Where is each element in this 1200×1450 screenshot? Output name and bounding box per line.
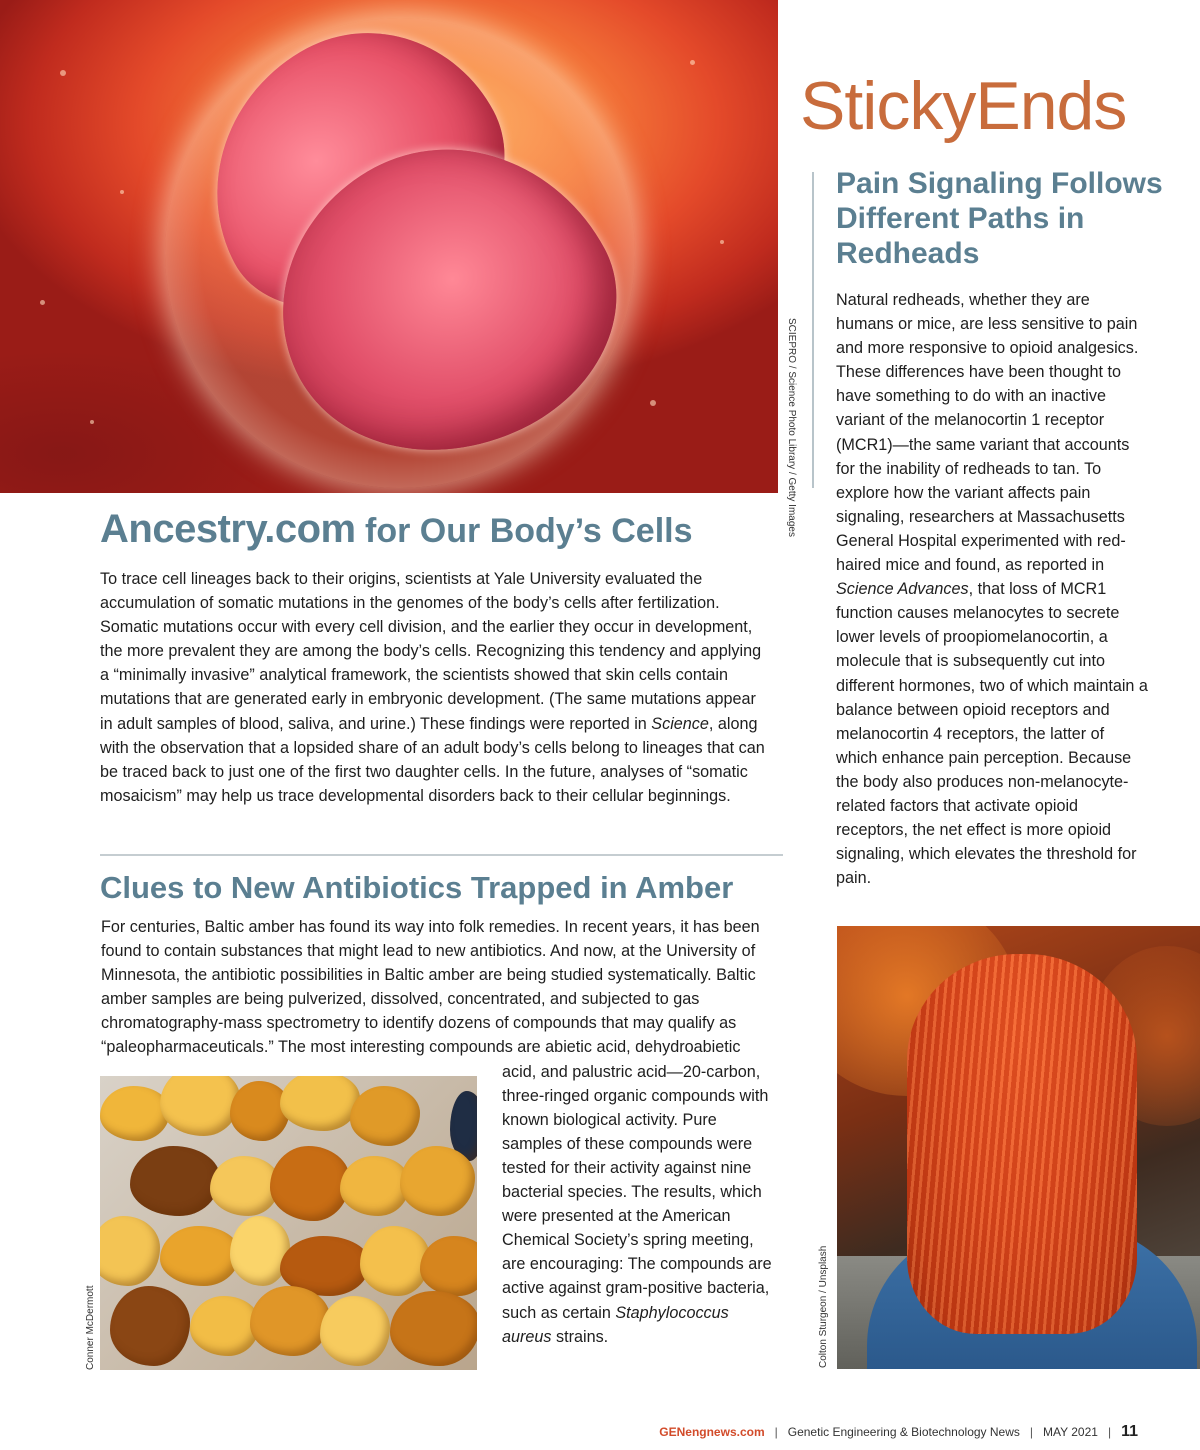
- ancestry-article-body: To trace cell lineages back to their origins, scientists at Yale University evaluated the accumulation of somatic mutations in the genomes of the body’s cells after fertilization. Somatic mutations occur with every cell division, and the earlier they occur in development, the more prevalent they are among the body’s cells. Recognizing this tendency and applying a “minimally invasive” analytical framework, the scientists showed that skin cells contain mutations that are generated early in embryonic development. (The same mutations appear in adult samples of blood, saliva, and urine.) These findings were reported in Science, along with the observation that a lopsided share of an adult body’s cells belong to lineages that can be traced back to just one of the first two daughter cells. In the future, analyses of “somatic mosaicism” may help us trace developmental disorders back to their cellular beginnings.: [100, 570, 765, 805]
- page-footer: [659, 1423, 1138, 1441]
- section-title: StickyEnds: [800, 68, 1127, 144]
- footer-separator: |: [1107, 1425, 1112, 1439]
- amber-stones-photo: [100, 1076, 477, 1370]
- journal-name: Science Advances: [836, 580, 969, 599]
- ancestry-article-title: Ancestry.com for Our Body’s Cells: [100, 507, 693, 551]
- footer-publication: Genetic Engineering & Biotechnology News: [787, 1425, 1020, 1439]
- amber-article-title: Clues to New Antibiotics Trapped in Amber: [100, 870, 734, 905]
- species-name: Staphylococcus aureus: [502, 1303, 729, 1346]
- embryo-illustration: [0, 0, 778, 493]
- redhead-photo-credit: Colton Sturgeon / Unsplash: [818, 1245, 829, 1368]
- pain-article-title: Pain Signaling Follows Different Paths in Redheads: [836, 167, 1163, 270]
- redhead-photo: [837, 926, 1200, 1369]
- article-divider: [100, 854, 783, 856]
- footer-website: GENengnews.com: [659, 1425, 765, 1439]
- red-hair: [907, 954, 1137, 1334]
- footer-separator: |: [774, 1425, 778, 1439]
- page-number: 11: [1121, 1423, 1138, 1440]
- journal-name: Science: [651, 714, 709, 733]
- hero-photo-credit: SCIEPRO / Science Photo Library / Getty Images: [786, 318, 797, 537]
- amber-article-body: For centuries, Baltic amber has found its way into folk remedies. In recent years, it has been found to contain substances that might lead to new antibiotics. And now, at the University of Minnesota, the antibiotic possibilities in Baltic amber are being studied systematically. Baltic amber samples are being pulverized, dissolved, concentrated, and subjected to gas chromatography-mass spectrometry to identify dozens of compounds that may qualify as “paleopharmaceuticals.” The most interesting compounds are abietic acid, dehydroabietic acid, and palustric acid—20-carbon, three-ringed organic compounds with known biological activity. Pure samples of these compounds were tested for their activity against nine bacterial species. The results, which were presented at the American Chemical Society’s spring meeting, are encouraging: The compounds are active against gram-positive bacteria, such as certain Staphylococcus aureus strains.: [101, 918, 772, 1346]
- pain-article-body: Natural redheads, whether they are humans or mice, are less sensitive to pain and more responsive to opioid analgesics. These differences have been thought to have something to do with an inactive variant of the melanocortin 1 receptor (MCR1)—the same variant that accounts for the inability of redheads to tan. To explore how the variant affects pain signaling, researchers at Massachusetts General Hospital experimented with red-haired mice and found, as reported in Science Advances, that loss of MCR1 function causes melanocytes to secrete lower levels of proopiomelanocortin, a molecule that is subsequently cut into different hormones, two of which maintain a balance between opioid receptors and melanocortin 4 receptors, the latter of which enhance pain perception. Because the body also produces non-melanocyte-related factors that activate opioid receptors, the net effect is more opioid signaling, which elevates the threshold for pain.: [836, 291, 1148, 888]
- amber-photo-credit: Conner McDermott: [85, 1285, 96, 1370]
- footer-separator: |: [1029, 1425, 1034, 1439]
- column-divider: [812, 172, 814, 488]
- footer-issue: MAY 2021: [1043, 1425, 1098, 1439]
